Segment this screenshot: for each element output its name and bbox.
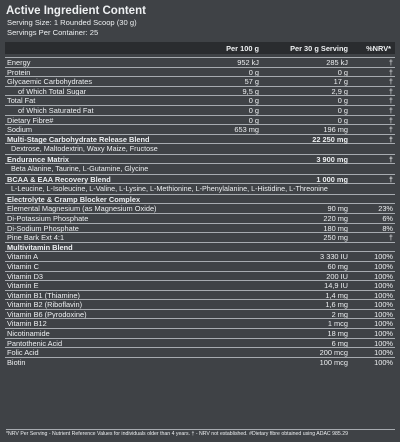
nrv-value: 100% [374,329,393,339]
per-serving-value: 17 g [333,77,348,87]
per-serving-value: 3 330 IU [320,252,348,262]
nrv-value: 100% [374,281,393,291]
nrv-value: 100% [374,357,393,367]
row-label: Biotin [7,357,26,367]
row-label: Pine Bark Ext 4:1 [7,233,65,243]
row-label: Elemental Magnesium (as Magnesium Oxide) [7,204,157,214]
per-100g-value: 952 kJ [237,58,259,67]
bcaa-blend-row [5,174,395,184]
row-label: Multi-Stage Carbohydrate Release Blend [7,134,150,144]
nrv-value: † [388,154,393,164]
per-serving-value: 1 000 mg [316,174,348,184]
per-serving-value: 196 mg [323,125,348,135]
endurance-matrix-row [5,154,395,164]
nrv-value: 6% [382,213,393,223]
vitamin-row [5,318,395,328]
per-serving-value: 220 mg [323,213,348,223]
vitamin-row [5,347,395,357]
per-serving-value: 180 mg [323,223,348,233]
header-nrv: %NRV* [366,44,391,53]
row-label: Vitamin E [7,281,39,291]
row-label: Di-Sodium Phosphate [7,223,79,233]
nrv-value: 8% [382,223,393,233]
vitamin-row [5,271,395,281]
per-serving-value: 2 mg [331,309,348,319]
vitamin-row [5,357,395,367]
per-100g-value: 653 mg [234,125,259,135]
row-label: Dietary Fibre# [7,115,54,125]
per-serving-value: 1,4 mg [325,290,348,300]
panel-title: Active Ingredient Content [6,5,146,17]
table-header [5,42,395,54]
per-serving-value: 0 g [337,105,348,115]
nrv-value: 100% [374,300,393,310]
row-label: Folic Acid [7,348,39,358]
bcaa-blend-ingredients: L-Leucine, L-Isoleucine, L-Valine, L-Lysine, L-Methionine, L-Phenylalanine, L-Histidine, L-Threonine [5,183,395,193]
vitamin-row [5,280,395,290]
row-label: Vitamin B6 (Pyrodoxine) [7,309,87,319]
per-serving-value: 0 g [337,115,348,125]
nrv-value: 100% [374,290,393,300]
nutrition-row [5,115,395,125]
serving-size: Serving Size: 1 Rounded Scoop (30 g) [7,18,137,27]
row-label: Pantothenic Acid [7,338,63,348]
per-serving-value: 60 mg [327,261,348,271]
row-label: Vitamin C [7,261,39,271]
row-label: of Which Saturated Fat [18,105,94,115]
per-serving-value: 22 250 mg [312,134,348,144]
row-label: Endurance Matrix [7,154,70,164]
vitamin-row [5,309,395,319]
row-label: Multivitamin Blend [7,242,73,252]
vitamin-row [5,299,395,309]
nrv-value: 100% [374,348,393,358]
nutrition-row [5,124,395,134]
per-serving-value: 0 g [337,96,348,106]
electrolyte-row [5,203,395,213]
electrolyte-row [5,223,395,233]
per-serving-value: 6 mg [331,338,348,348]
nutrition-row [5,95,395,105]
per-serving-value: 200 IU [326,271,348,281]
nrv-value: † [388,233,393,243]
vitamin-row [5,261,395,271]
carb-blend-row [5,134,395,144]
endurance-matrix-ingredients: Beta Alanine, Taurine, L-Gutamine, Glycine [5,163,395,173]
nrv-value: † [388,174,393,184]
vitamin-row [5,328,395,338]
per-serving-value: 100 mcg [319,357,348,367]
nrv-value: † [388,77,393,87]
nrv-value: 100% [374,338,393,348]
per-100g-value: 57 g [244,77,259,87]
row-label: Protein [7,67,31,77]
nrv-value: † [388,115,393,125]
nrv-value: † [388,105,393,115]
per-serving-value: 1,6 mg [325,300,348,310]
row-label: Vitamin B12 [7,319,47,329]
row-label: Total Fat [7,96,36,106]
per-serving-value: 18 mg [327,329,348,339]
row-label: Di-Potassium Phosphate [7,213,89,223]
per-serving-value: 200 mcg [319,348,348,358]
header-per-serving: Per 30 g Serving [290,44,348,53]
per-serving-value: 2,9 g [331,86,348,96]
nrv-value: 100% [374,319,393,329]
electrolyte-row [5,232,395,242]
per-serving-value: 0 g [337,67,348,77]
row-label: BCAA & EAA Recovery Blend [7,174,111,184]
per-100g-value: 0 g [248,67,259,77]
per-100g-value: 0 g [248,96,259,106]
row-label: Nicotinamide [7,329,50,339]
per-serving-value: 90 mg [327,204,348,214]
nutrition-row [5,105,395,115]
nrv-value: 100% [374,309,393,319]
row-label: Vitamin B2 (Riboflavin) [7,300,83,310]
nutrition-table [5,57,395,366]
per-serving-value: 1 mcg [327,319,348,329]
nrv-value: 100% [374,271,393,281]
row-label: Sodium [7,125,33,135]
footnote: *NRV Per Serving - Nutrient Reference Values for individuals older than 4 years. † - NRV not established. #Dietary fibre obtained using ADAC 985.29 [6,429,395,437]
per-100g-value: 0 g [248,115,259,125]
multivitamin-heading [5,242,395,252]
row-label: Energy [7,58,31,67]
nrv-value: † [388,67,393,77]
vitamin-row [5,338,395,348]
nutrition-row [5,76,395,86]
per-serving-value: 250 mg [323,233,348,243]
nutrition-panel [5,5,395,437]
vitamin-row [5,251,395,261]
nutrition-row [5,57,395,67]
row-label: Vitamin D3 [7,271,44,281]
per-100g-value: 0 g [248,105,259,115]
nrv-value: † [388,96,393,106]
nrv-value: 23% [378,204,393,214]
row-label: of Which Total Sugar [18,86,87,96]
nutrition-row [5,67,395,77]
nrv-value: † [388,134,393,144]
vitamin-row [5,290,395,300]
row-label: Vitamin B1 (Thiamine) [7,290,80,300]
per-100g-value: 9,5 g [242,86,259,96]
row-label: Glycaemic Carbohydrates [7,77,93,87]
nutrition-row [5,86,395,96]
nrv-value: 100% [374,261,393,271]
header-per-100g: Per 100 g [226,44,259,53]
carb-blend-ingredients: Dextrose, Maltodextrin, Waxy Maize, Fructose [5,143,395,153]
per-serving-value: 285 kJ [326,58,348,67]
electrolyte-heading [5,194,395,204]
per-serving-value: 14,9 IU [324,281,348,291]
servings-per-container: Servings Per Container: 25 [7,27,99,37]
nrv-value: 100% [374,252,393,262]
electrolyte-row [5,213,395,223]
per-serving-value: 3 900 mg [316,154,348,164]
row-label: Vitamin A [7,252,39,262]
row-label: Electrolyte & Cramp Blocker Complex [7,194,141,204]
nrv-value: † [388,125,393,135]
nrv-value: † [388,86,393,96]
nrv-value: † [388,58,393,67]
